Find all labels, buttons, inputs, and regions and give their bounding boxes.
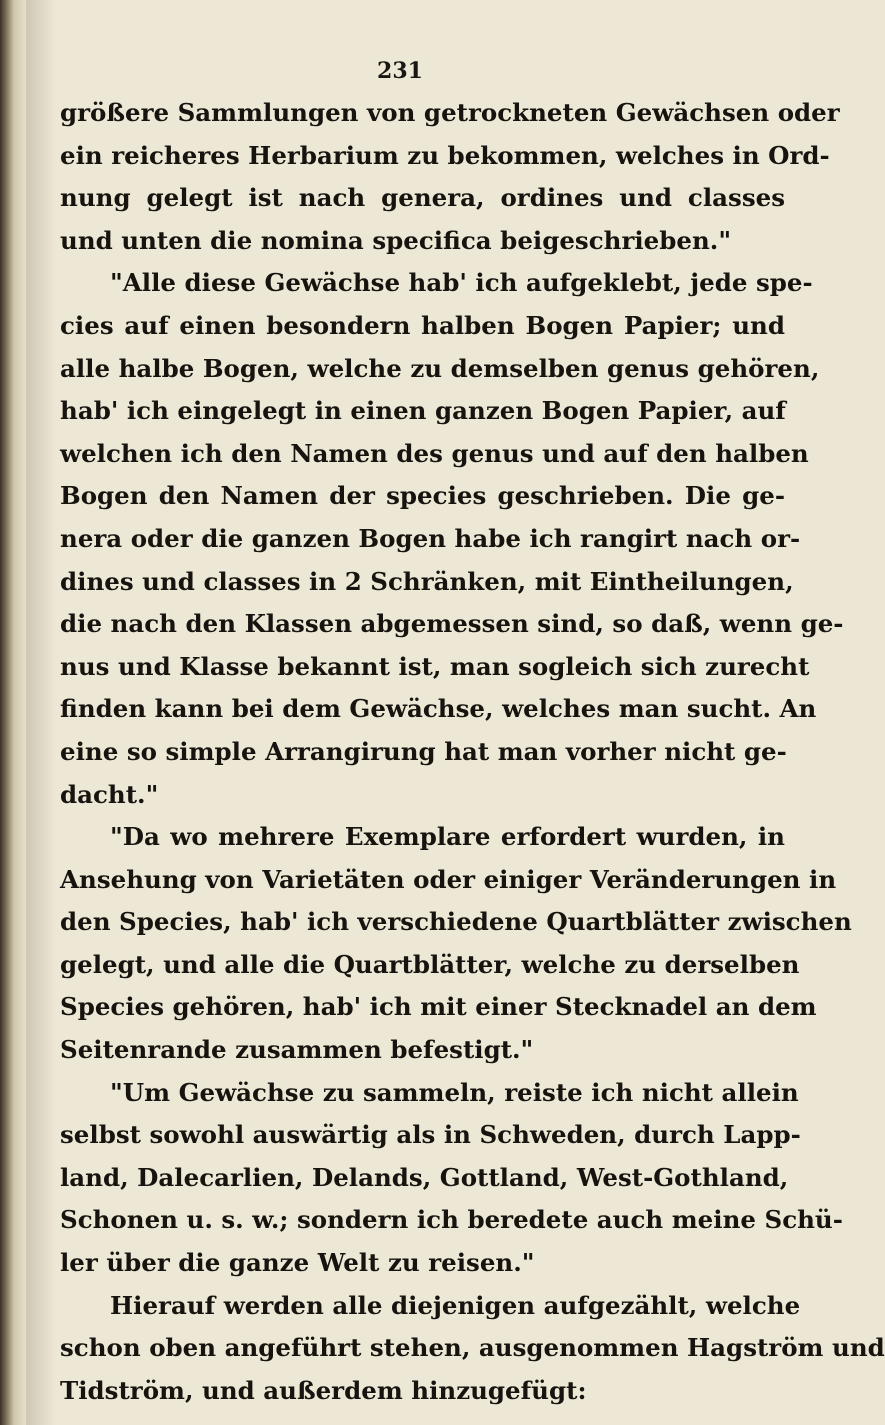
text-line: nera oder die ganzen Bogen habe ich rangirt nach or- — [60, 523, 801, 553]
text-line: hab' ich eingelegt in einen ganzen Bogen Papier, auf — [60, 396, 786, 426]
text-line: den Species, hab' ich verschiedene Quartblätter zwischen — [60, 907, 852, 937]
text-line: dacht." — [60, 779, 159, 809]
text-line: nung gelegt ist nach genera, ordines und classes — [60, 183, 785, 213]
text-line: ler über die ganze Welt zu reisen." — [60, 1248, 535, 1278]
text-line: dines und classes in 2 Schränken, mit Eintheilungen, — [60, 566, 794, 596]
text-line: eine so simple Arrangirung hat man vorher nicht ge- — [60, 736, 787, 766]
text-line: "Alle diese Gewächse hab' ich aufgeklebt, jede spe- — [110, 268, 813, 298]
text-line: die nach den Klassen abgemessen sind, so daß, wenn ge- — [60, 609, 844, 639]
page-binding — [0, 0, 26, 1425]
body-text — [60, 92, 885, 1412]
text-line: schon oben angeführt stehen, ausgenommen Hagström und — [60, 1333, 885, 1363]
text-line: Tidström, und außerdem hinzugefügt: — [60, 1375, 587, 1405]
page-number: 231 — [377, 58, 423, 84]
text-line: land, Dalecarlien, Delands, Gottland, West-Gothland, — [60, 1162, 789, 1192]
text-line: finden kann bei dem Gewächse, welches man sucht. An — [60, 694, 817, 724]
text-line: Hierauf werden alle diejenigen aufgezählt, welche — [110, 1290, 801, 1320]
text-line: Ansehung von Varietäten oder einiger Veränderungen in — [60, 864, 837, 894]
text-line: und unten die nomina specifica beigeschrieben." — [60, 225, 732, 255]
text-line: cies auf einen besondern halben Bogen Papier; und — [60, 310, 785, 340]
text-line: "Da wo mehrere Exemplare erfordert wurden, in — [110, 822, 785, 852]
text-line: ein reicheres Herbarium zu bekommen, welches in Ord- — [60, 140, 830, 170]
fold-shadow — [26, 0, 56, 1425]
text-line: welchen ich den Namen des genus und auf den halben — [60, 438, 809, 468]
text-line: nus und Klasse bekannt ist, man sogleich sich zurecht — [60, 651, 810, 681]
text-line: Schonen u. s. w.; sondern ich beredete auch meine Schü- — [60, 1205, 843, 1235]
text-line: alle halbe Bogen, welche zu demselben genus gehören, — [60, 353, 820, 383]
text-line: größere Sammlungen von getrockneten Gewächsen oder — [60, 98, 840, 127]
text-line: Bogen den Namen der species geschrieben. Die ge- — [60, 481, 785, 511]
text-line: Species gehören, hab' ich mit einer Stecknadel an dem — [60, 992, 817, 1022]
text-line: Seitenrande zusammen befestigt." — [60, 1035, 534, 1065]
text-line: gelegt, und alle die Quartblätter, welche zu derselben — [60, 949, 800, 979]
text-line: "Um Gewächse zu sammeln, reiste ich nicht allein — [110, 1077, 799, 1107]
text-line: selbst sowohl auswärtig als in Schweden, durch Lapp- — [60, 1120, 801, 1150]
